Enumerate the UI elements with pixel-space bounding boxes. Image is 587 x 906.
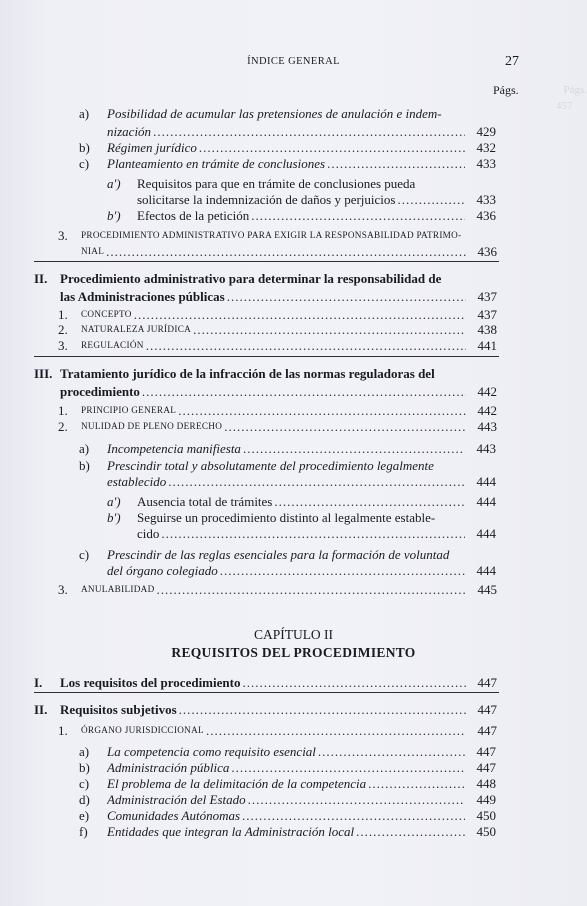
toc-entry-page: 450 bbox=[476, 824, 496, 839]
toc-entry-text: Administración del Estado bbox=[107, 792, 246, 807]
running-head-title: ÍNDICE GENERAL bbox=[247, 56, 340, 67]
toc-entry[interactable] bbox=[79, 458, 499, 473]
toc-entry-page: 443 bbox=[476, 441, 496, 456]
leader-dots bbox=[106, 244, 466, 259]
leader-dots bbox=[224, 419, 466, 434]
toc-entry-label: 1. bbox=[58, 723, 68, 738]
leader-dots bbox=[368, 776, 465, 791]
toc-entry-label: b') bbox=[107, 208, 121, 223]
toc-entry-label: e) bbox=[79, 808, 90, 823]
toc-entry[interactable] bbox=[107, 124, 499, 139]
toc-entry-text: Prescindir de las reglas esenciales para la formación de voluntad bbox=[107, 547, 450, 562]
toc-entry[interactable] bbox=[60, 289, 499, 304]
divider bbox=[34, 692, 499, 693]
show-through-text: Págs. bbox=[563, 84, 587, 96]
toc-entry-page: 445 bbox=[477, 582, 497, 597]
toc-entry-label: 1. bbox=[58, 403, 68, 418]
toc-entry-text: CONCEPTO bbox=[81, 309, 132, 319]
leader-dots bbox=[161, 526, 465, 541]
leader-dots bbox=[134, 307, 466, 322]
toc-entry-page: 448 bbox=[476, 776, 496, 791]
show-through-text: 457 bbox=[556, 100, 573, 112]
toc-entry-page: 437 bbox=[477, 307, 497, 322]
toc-entry-label: d) bbox=[79, 792, 90, 807]
toc-entry-page: 442 bbox=[477, 384, 497, 399]
chapter-label: CAPÍTULO II bbox=[253, 627, 334, 642]
toc-entry-label: b) bbox=[79, 458, 90, 473]
toc-entry[interactable] bbox=[137, 526, 499, 541]
leader-dots bbox=[327, 156, 465, 171]
toc-entry-text: Tratamiento jurídico de la infracción de las normas reguladoras del bbox=[60, 366, 435, 381]
toc-entry-text: REGULACIÓN bbox=[81, 340, 144, 350]
toc-entry-text: Planteamiento en trámite de conclusiones bbox=[107, 156, 326, 171]
toc-entry[interactable] bbox=[79, 744, 499, 759]
toc-entry-label: b) bbox=[79, 140, 90, 155]
toc-entry-text: Efectos de la petición bbox=[137, 208, 250, 223]
leader-dots bbox=[251, 208, 465, 223]
toc-entry-label: 3. bbox=[58, 582, 68, 597]
leader-dots bbox=[227, 289, 466, 304]
divider bbox=[34, 356, 499, 357]
toc-entry[interactable] bbox=[79, 808, 499, 823]
toc-entry-label: II. bbox=[34, 702, 48, 717]
toc-entry-text: El problema de la delimitación de la competencia bbox=[107, 776, 367, 791]
toc-entry-text: ÓRGANO JURISDICCIONAL bbox=[81, 725, 204, 735]
leader-dots bbox=[243, 441, 465, 456]
toc-entry[interactable] bbox=[79, 792, 499, 807]
toc-entry-text: procedimiento bbox=[60, 384, 140, 399]
toc-entry-page: 436 bbox=[477, 244, 497, 259]
toc-entry[interactable] bbox=[79, 156, 499, 171]
leader-dots bbox=[274, 494, 465, 509]
toc-entry-page: 447 bbox=[477, 675, 497, 690]
leader-dots bbox=[242, 808, 465, 823]
toc-entry-text: Entidades que integran la Administración local bbox=[107, 824, 355, 839]
toc-entry[interactable] bbox=[34, 675, 499, 690]
toc-entry-page: 432 bbox=[476, 140, 496, 155]
toc-entry-page: 438 bbox=[477, 322, 497, 337]
leader-dots bbox=[397, 192, 465, 207]
toc-entry-page: 450 bbox=[476, 808, 496, 823]
toc-entry[interactable] bbox=[58, 419, 499, 434]
leader-dots bbox=[168, 474, 465, 489]
toc-entry-label: c) bbox=[79, 156, 90, 171]
toc-entry[interactable] bbox=[107, 176, 499, 191]
leader-dots bbox=[220, 563, 465, 578]
leader-dots bbox=[231, 760, 465, 775]
toc-entry-text: NIAL bbox=[81, 246, 105, 256]
toc-entry-label: 2. bbox=[58, 322, 68, 337]
leader-dots bbox=[318, 744, 465, 759]
toc-entry-label: 1. bbox=[58, 307, 68, 322]
leader-dots bbox=[179, 702, 468, 717]
pages-column-label: Págs. bbox=[493, 83, 519, 97]
toc-entry-text: Prescindir total y absolutamente del procedimiento legalmente bbox=[107, 458, 434, 473]
toc-entry-text: solicitarse la indemnización de daños y perjuicios bbox=[137, 192, 396, 207]
toc-entry[interactable] bbox=[79, 441, 499, 456]
toc-entry-label: a') bbox=[107, 494, 121, 509]
toc-entry[interactable] bbox=[34, 702, 499, 717]
toc-entry[interactable] bbox=[58, 723, 499, 738]
toc-entry-label: a) bbox=[79, 744, 90, 759]
toc-entry-page: 442 bbox=[477, 403, 497, 418]
leader-dots bbox=[356, 824, 465, 839]
toc-entry[interactable] bbox=[79, 824, 499, 839]
toc-entry-label: b) bbox=[79, 760, 90, 775]
toc-entry[interactable] bbox=[58, 244, 499, 259]
toc-entry-text: NULIDAD DE PLENO DERECHO bbox=[81, 421, 223, 431]
toc-entry-page: 447 bbox=[476, 760, 496, 775]
toc-entry-page: 436 bbox=[476, 208, 496, 223]
leader-dots bbox=[146, 338, 466, 353]
toc-entry-page: 444 bbox=[476, 474, 496, 489]
toc-entry-label: c) bbox=[79, 776, 90, 791]
toc-entry-text: cido bbox=[137, 526, 160, 541]
toc-entry[interactable] bbox=[137, 192, 499, 207]
toc-entry-page: 447 bbox=[477, 702, 497, 717]
toc-entry-page: 449 bbox=[476, 792, 496, 807]
toc-entry-label: 3. bbox=[58, 338, 68, 353]
toc-entry-page: 444 bbox=[476, 526, 496, 541]
toc-entry[interactable] bbox=[34, 271, 499, 286]
toc-entry[interactable] bbox=[58, 228, 499, 243]
toc-entry[interactable] bbox=[60, 384, 499, 399]
toc-entry-page: 441 bbox=[477, 338, 497, 353]
toc-entry[interactable] bbox=[58, 307, 499, 322]
toc-entry-text: NATURALEZA JURÍDICA bbox=[81, 324, 192, 334]
leader-dots bbox=[153, 124, 465, 139]
toc-entry-label: a) bbox=[79, 441, 90, 456]
toc-entry-page: 444 bbox=[476, 494, 496, 509]
leader-dots bbox=[178, 403, 466, 418]
leader-dots bbox=[248, 792, 465, 807]
toc-entry-text: Procedimiento administrativo para determinar la responsabilidad de bbox=[60, 271, 442, 286]
leader-dots bbox=[242, 675, 468, 690]
toc-entry[interactable] bbox=[79, 547, 499, 562]
toc-entry[interactable] bbox=[107, 563, 499, 578]
leader-dots bbox=[142, 384, 466, 399]
toc-entry-text: Seguirse un procedimiento distinto al legalmente estable- bbox=[137, 510, 436, 525]
toc-entry-page: 443 bbox=[477, 419, 497, 434]
toc-entry-text: PROCEDIMIENTO ADMINISTRATIVO PARA EXIGIR LA RESPONSABILIDAD PATRIMO- bbox=[81, 230, 462, 240]
toc-entry-text: Posibilidad de acumular las pretensiones de anulación e indem- bbox=[107, 106, 442, 121]
toc-entry-text: Administración pública bbox=[107, 760, 230, 775]
page-number: 27 bbox=[505, 54, 519, 69]
leader-dots bbox=[193, 322, 466, 337]
toc-entry-text: del órgano colegiado bbox=[107, 563, 218, 578]
toc-entry-label: a) bbox=[79, 106, 90, 121]
toc-entry-label: c) bbox=[79, 547, 90, 562]
toc-entry-page: 447 bbox=[476, 744, 496, 759]
toc-entry-label: a') bbox=[107, 176, 121, 191]
toc-entry-text: Comunidades Autónomas bbox=[107, 808, 241, 823]
toc-entry[interactable] bbox=[34, 366, 499, 381]
toc-entry-text: Requisitos subjetivos bbox=[60, 702, 177, 717]
toc-entry-label: I. bbox=[34, 675, 43, 690]
toc-entry-text: ANULABILIDAD bbox=[81, 584, 155, 594]
chapter-title: REQUISITOS DEL PROCEDIMIENTO bbox=[171, 645, 416, 660]
running-head bbox=[0, 56, 587, 70]
toc-entry[interactable] bbox=[107, 208, 499, 223]
toc-entry-label: III. bbox=[34, 366, 53, 381]
toc-entry-page: 447 bbox=[477, 723, 497, 738]
toc-entry-page: 444 bbox=[476, 563, 496, 578]
toc-entry[interactable] bbox=[58, 582, 499, 597]
toc-entry[interactable] bbox=[107, 474, 499, 489]
toc-entry[interactable] bbox=[58, 403, 499, 418]
toc-entry-page: 429 bbox=[476, 124, 496, 139]
toc-entry[interactable] bbox=[79, 106, 499, 121]
toc-entry-text: Requisitos para que en trámite de conclusiones pueda bbox=[137, 176, 416, 191]
leader-dots bbox=[157, 582, 466, 597]
toc-entry-page: 433 bbox=[476, 192, 496, 207]
toc-entry-label: b') bbox=[107, 510, 121, 525]
toc-entry-text: La competencia como requisito esencial bbox=[107, 744, 316, 759]
toc-entry-text: Los requisitos del procedimiento bbox=[60, 675, 241, 690]
toc-entry-label: II. bbox=[34, 271, 48, 286]
toc-entry[interactable] bbox=[107, 494, 499, 509]
toc-entry-label: 3. bbox=[58, 228, 68, 243]
toc-entry-text: las Administraciones públicas bbox=[60, 289, 225, 304]
toc-entry-text: Incompetencia manifiesta bbox=[107, 441, 241, 456]
toc-entry-text: nización bbox=[107, 124, 152, 139]
toc-entry-label: f) bbox=[79, 824, 88, 839]
toc-entry-page: 437 bbox=[477, 289, 497, 304]
toc-entry[interactable] bbox=[79, 776, 499, 791]
toc-entry[interactable] bbox=[79, 760, 499, 775]
toc-entry-page: 433 bbox=[476, 156, 496, 171]
leader-dots bbox=[206, 723, 466, 738]
toc-entry[interactable] bbox=[58, 322, 499, 337]
toc-entry-text: PRINCIPIO GENERAL bbox=[81, 405, 177, 415]
toc-entry[interactable] bbox=[107, 510, 499, 525]
toc-entry-text: Ausencia total de trámites bbox=[137, 494, 273, 509]
toc-entry-label: 2. bbox=[58, 419, 68, 434]
divider bbox=[34, 261, 499, 262]
toc-entry[interactable] bbox=[58, 338, 499, 353]
leader-dots bbox=[199, 140, 465, 155]
toc-entry-text: Régimen jurídico bbox=[107, 140, 197, 155]
toc-entry-text: establecido bbox=[107, 474, 167, 489]
toc-entry[interactable] bbox=[79, 140, 499, 155]
